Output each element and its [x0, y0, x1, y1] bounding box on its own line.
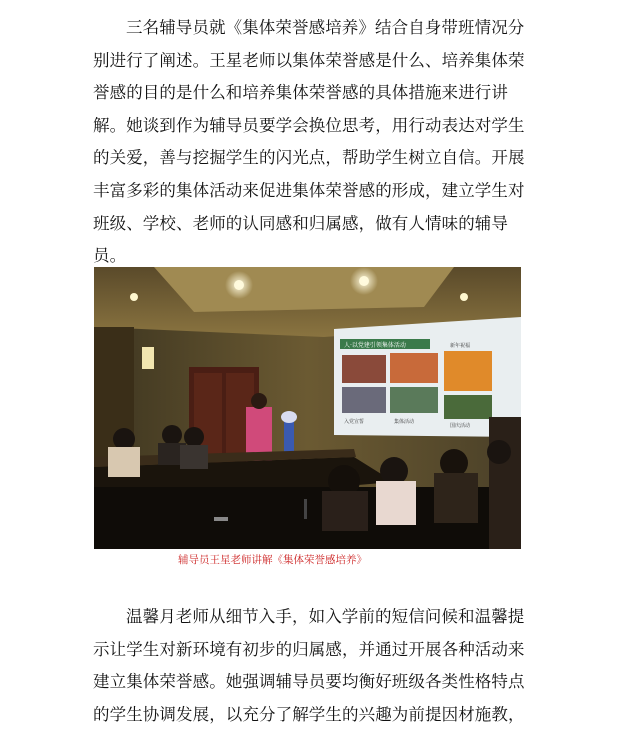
- paragraph-line: 的关爱，善与挖掘学生的闪光点，帮助学生树立自信。开展: [93, 148, 525, 168]
- paragraph-1: [93, 12, 533, 273]
- paragraph-2: [93, 601, 533, 731]
- slide-label: 新年祝福: [450, 343, 471, 349]
- slide-label: 入党宣誓: [344, 419, 365, 425]
- paragraph-line: 建立集体荣誉感。她强调辅导员要均衡好班级各类性格特点: [93, 672, 525, 692]
- slide-title: 人·以党建引领集体活动: [344, 342, 406, 349]
- paragraph-line: 三名辅导员就《集体荣誉感培养》结合自身带班情况分: [126, 18, 525, 37]
- photo-caption: 辅导员王星老师讲解《集体荣誉感培养》: [178, 554, 367, 566]
- slide-label: 集体活动: [394, 419, 415, 425]
- paragraph-line: 示让学生对新环境有初步的归属感，并通过开展各种活动来: [93, 639, 525, 659]
- paragraph-line: 班级、学校、老师的认同感和归属感，做有人情味的辅导员。: [93, 213, 508, 266]
- paragraph-line: 温馨月老师从细节入手，如入学前的短信问候和温馨提: [126, 607, 525, 626]
- paragraph-line: 誉感的目的是什么和培养集体荣誉感的具体措施来进行讲: [93, 83, 508, 103]
- paragraph-line: 丰富多彩的集体活动来促进集体荣誉感的形成，建立学生对: [93, 180, 525, 200]
- paragraph-line: 解。她谈到作为辅导员要学会换位思考，用行动表达对学生: [93, 115, 525, 135]
- meeting-room-photo: [94, 267, 521, 549]
- slide-label: 国庆活动: [450, 423, 471, 429]
- paragraph-line: 的学生协调发展，以充分了解学生的兴趣为前提因材施教，: [93, 704, 525, 724]
- paragraph-line: 别进行了阐述。王星老师以集体荣誉感是什么、培养集体荣: [93, 50, 525, 70]
